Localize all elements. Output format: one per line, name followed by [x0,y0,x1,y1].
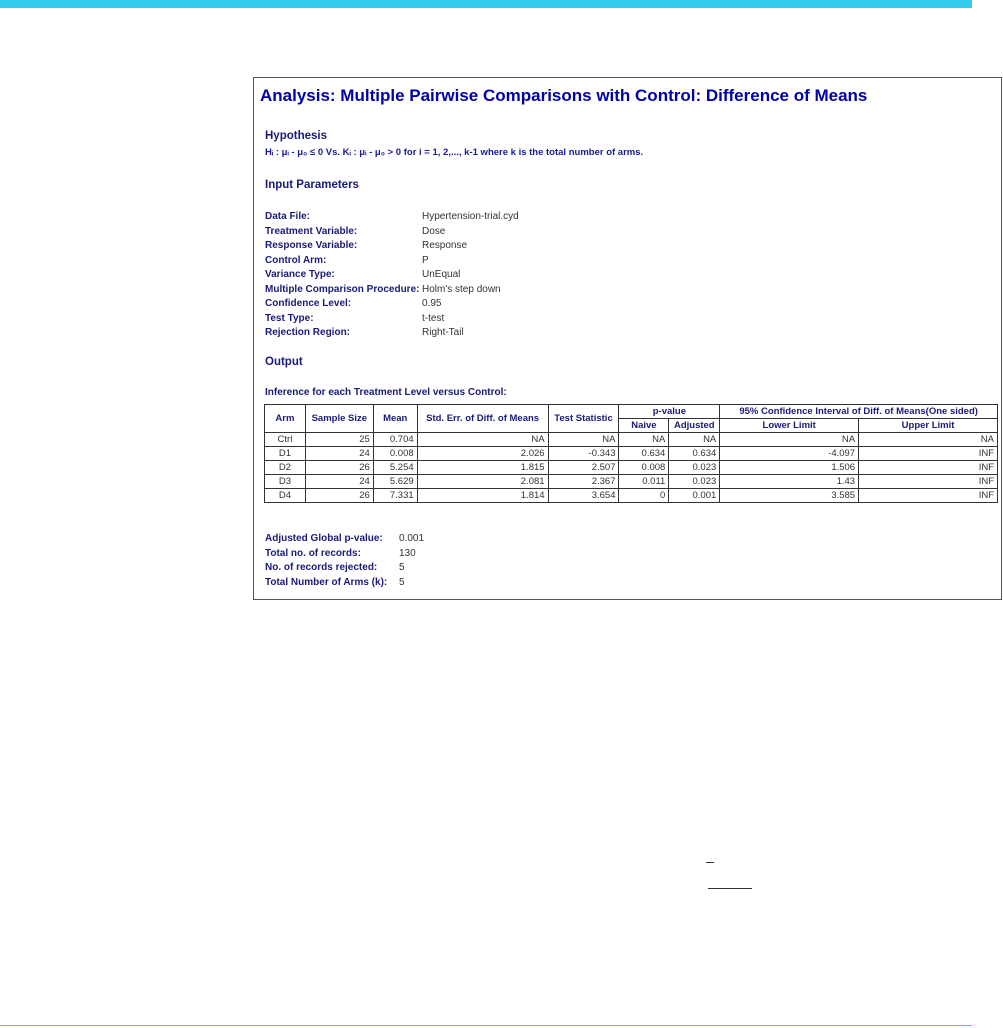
bottom-accent-rule [0,1025,972,1026]
cell-upper-limit: NA [859,433,998,447]
param-row [265,239,519,254]
header-lower-limit: Lower Limit [720,419,859,433]
cell-arm: D2 [265,461,306,475]
param-row [265,297,519,312]
param-value: Holm's step down [422,283,501,295]
param-value: t-test [422,312,445,324]
cell-test-statistic: -0.343 [548,447,619,461]
param-row [265,254,519,269]
param-row [265,210,519,225]
header-adjusted: Adjusted [669,419,720,433]
header-arm: Arm [265,405,306,433]
inference-title: Inference for each Treatment Level versus Control: [265,387,507,398]
cell-sample-size: 26 [305,489,373,503]
cell-std-err: 2.026 [417,447,548,461]
summary-label: No. of records rejected: [265,562,378,573]
table-row [265,475,998,489]
cell-std-err: 1.814 [417,489,548,503]
cell-arm: Ctrl [265,433,306,447]
param-label: Rejection Region: [265,327,351,338]
cell-naive: 0.634 [619,447,669,461]
header-sample-size: Sample Size [305,405,373,433]
header-test-statistic: Test Statistic [548,405,619,433]
hypothesis-text: Hᵢ : μᵢ - μ₀ ≤ 0 Vs. Kᵢ : μᵢ - μ₀ > 0 for i = 1, 2,..., k-1 where k is the total number of arms. [265,147,644,158]
cell-std-err: 1.815 [417,461,548,475]
input-parameters-heading: Input Parameters [265,179,359,191]
param-value: Response [422,240,468,251]
cell-naive: NA [619,433,669,447]
cell-std-err: 2.081 [417,475,548,489]
header-p-value: p-value [619,405,720,419]
cell-test-statistic: NA [548,433,619,447]
param-value: UnEqual [422,269,461,280]
param-row [265,225,519,240]
header-std-err: Std. Err. of Diff. of Means [417,405,548,433]
summary-row [265,532,424,547]
param-label: Test Type: [265,312,314,324]
cell-lower-limit: NA [720,433,859,447]
cell-arm: D4 [265,489,306,503]
summary-row [265,576,424,591]
cell-naive: 0.011 [619,475,669,489]
cell-adjusted: 0.001 [669,489,720,503]
summary-label: Total no. of records: [265,547,361,559]
cell-mean: 0.008 [373,447,417,461]
cell-sample-size: 24 [305,447,373,461]
cell-mean: 0.704 [373,433,417,447]
cell-upper-limit: INF [859,461,998,475]
cell-adjusted: 0.634 [669,447,720,461]
cell-upper-limit: INF [859,489,998,503]
param-row [265,326,519,341]
cell-lower-limit: 3.585 [720,489,859,503]
cell-adjusted: NA [669,433,720,447]
cell-test-statistic: 3.654 [548,489,619,503]
param-value: Hypertension-trial.cyd [422,211,519,222]
param-value: 0.95 [422,298,442,309]
cell-adjusted: 0.023 [669,461,720,475]
analysis-report [253,77,1002,600]
cell-mean: 5.254 [373,461,417,475]
cell-sample-size: 26 [305,461,373,475]
top-accent-rule [0,0,972,8]
header-naive: Naive [619,419,669,433]
cell-lower-limit: -4.097 [720,447,859,461]
results-table [264,404,998,503]
cell-mean: 5.629 [373,475,417,489]
cell-arm: D3 [265,475,306,489]
summary-label: Total Number of Arms (k): [265,576,388,588]
cell-lower-limit: 1.43 [720,475,859,489]
cell-arm: D1 [265,447,306,461]
cell-naive: 0 [619,489,669,503]
input-parameters-list [265,210,519,341]
summary-value: 5 [399,576,405,588]
cell-sample-size: 25 [305,433,373,447]
header-mean: Mean [373,405,417,433]
table-row [265,447,998,461]
summary-list [265,532,424,590]
param-value: Right-Tail [422,327,464,338]
cell-test-statistic: 2.507 [548,461,619,475]
param-label: Control Arm: [265,254,327,266]
cell-upper-limit: INF [859,447,998,461]
header-confidence-interval: 95% Confidence Interval of Diff. of Means(One sided) [720,405,998,419]
stray-underline-short [706,862,714,863]
cell-naive: 0.008 [619,461,669,475]
summary-value: 0.001 [399,533,425,544]
summary-label: Adjusted Global p-value: [265,533,383,544]
table-row [265,489,998,503]
table-row [265,433,998,447]
param-label: Variance Type: [265,269,335,280]
cell-mean: 7.331 [373,489,417,503]
cell-std-err: NA [417,433,548,447]
param-label: Response Variable: [265,240,358,251]
cell-adjusted: 0.023 [669,475,720,489]
hypothesis-heading: Hypothesis [265,130,327,142]
param-label: Confidence Level: [265,298,352,309]
param-value: P [422,254,429,266]
param-row [265,312,519,327]
param-row [265,268,519,283]
cell-upper-limit: INF [859,475,998,489]
summary-row [265,547,424,562]
header-upper-limit: Upper Limit [859,419,998,433]
cell-test-statistic: 2.367 [548,475,619,489]
summary-value: 5 [399,562,405,573]
table-row [265,461,998,475]
summary-row [265,561,424,576]
stray-underline-long [708,888,752,889]
cell-sample-size: 24 [305,475,373,489]
cell-lower-limit: 1.506 [720,461,859,475]
param-label: Treatment Variable: [265,225,358,237]
param-value: Dose [422,225,446,237]
param-row [265,283,519,298]
output-heading: Output [265,356,303,368]
param-label: Data File: [265,211,311,222]
report-title: Analysis: Multiple Pairwise Comparisons with Control: Difference of Means [260,86,868,105]
param-label: Multiple Comparison Procedure: [265,283,420,295]
summary-value: 130 [399,547,416,559]
